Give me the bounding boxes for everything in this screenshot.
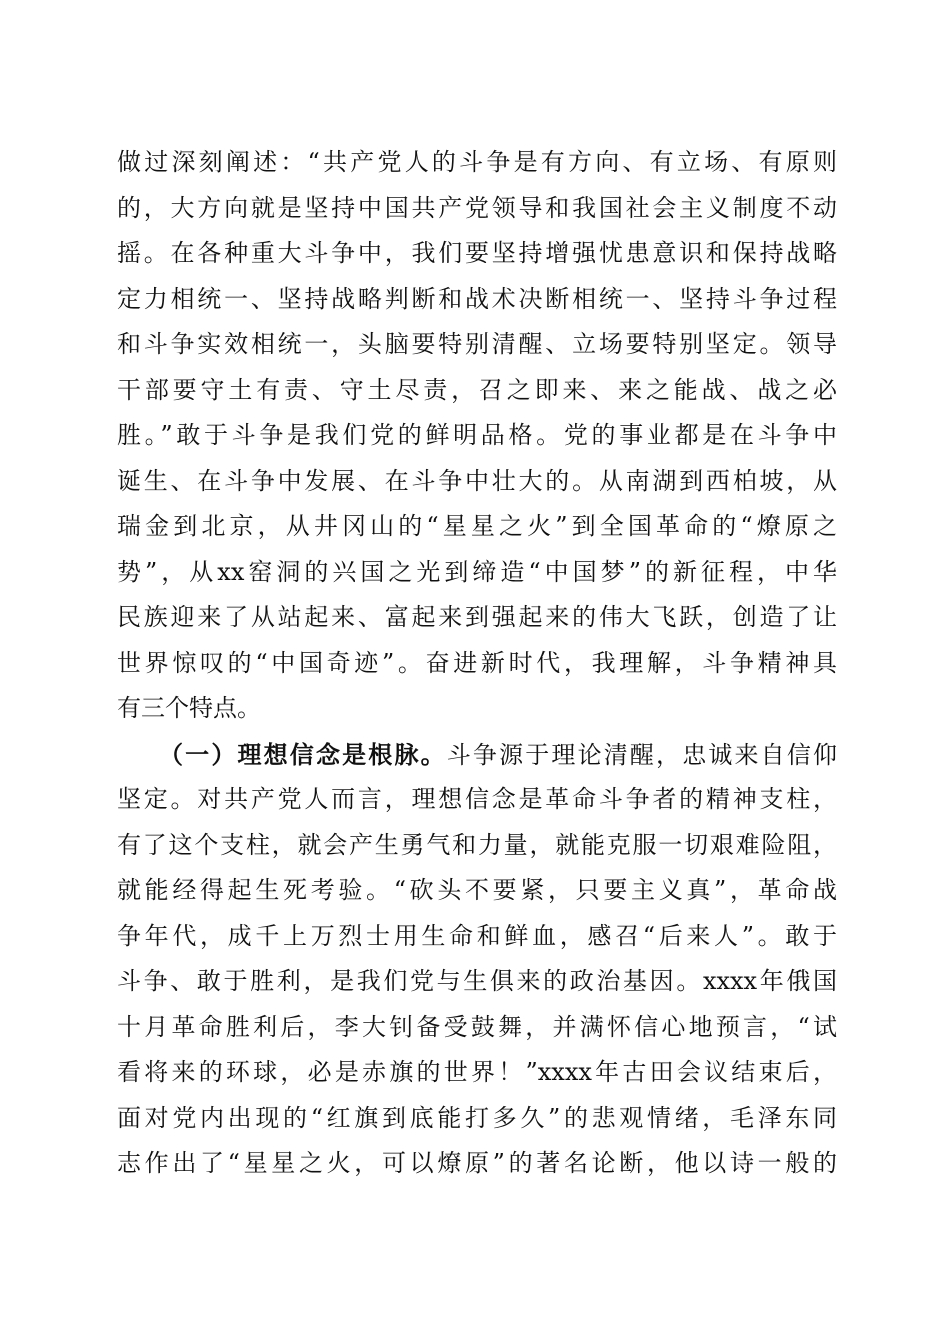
text-line: 干部要守土有责、守土尽责，召之即来、来之能战、战之必 bbox=[117, 375, 837, 404]
text-span: 斗争源于理论清醒，忠诚来自信仰 bbox=[446, 740, 837, 769]
text-line: 做过深刻阐述：“共产党人的斗争是有方向、有立场、有原则 bbox=[117, 148, 837, 176]
text-line: 斗争、敢于胜利，是我们党与生俱来的政治基因。xxxx年俄国 bbox=[117, 967, 837, 995]
section-heading: （一）理想信念是根脉。 bbox=[159, 739, 447, 769]
text-line: 有了这个支柱，就会产生勇气和力量，就能克服一切艰难险阻， bbox=[117, 830, 837, 859]
text-line: 志作出了“星星之火，可以燎原”的著名论断，他以诗一般的 bbox=[117, 1149, 837, 1177]
text-line: 有三个特点。 bbox=[117, 694, 261, 722]
text-line: 瑞金到北京，从井冈山的“星星之火”到全国革命的“燎原之 bbox=[117, 512, 837, 540]
text-line: 摇。在各种重大斗争中，我们要坚持增强忧患意识和保持战略 bbox=[117, 239, 837, 267]
text-line: 看将来的环球，必是赤旗的世界！”xxxx年古田会议结束后， bbox=[117, 1058, 837, 1086]
text-line: 十月革命胜利后，李大钊备受鼓舞，并满怀信心地预言，“试 bbox=[117, 1012, 837, 1041]
text-line: 的，大方向就是坚持中国共产党领导和我国社会主义制度不动 bbox=[117, 193, 837, 222]
text-line: 和斗争实效相统一，头脑要特别清醒、立场要特别坚定。领导 bbox=[117, 330, 837, 358]
text-line: 就能经得起生死考验。“砍头不要紧，只要主义真”，革命战 bbox=[117, 876, 837, 904]
text-line: 胜。”敢于斗争是我们党的鲜明品格。党的事业都是在斗争中 bbox=[117, 421, 837, 449]
text-line: 争年代，成千上万烈士用生命和鲜血，感召“后来人”。敢于 bbox=[117, 921, 837, 950]
text-line: 坚定。对共产党人而言，理想信念是革命斗争者的精神支柱， bbox=[117, 785, 837, 813]
text-line: 民族迎来了从站起来、富起来到强起来的伟大飞跃，创造了让 bbox=[117, 603, 837, 631]
text-line: 诞生、在斗争中发展、在斗争中壮大的。从南湖到西柏坡，从 bbox=[117, 466, 837, 495]
text-line bbox=[117, 732, 837, 778]
text-line: 面对党内出现的“红旗到底能打多久”的悲观情绪，毛泽东同 bbox=[117, 1103, 837, 1132]
document-body bbox=[117, 140, 837, 1187]
text-line: 势”，从xx窑洞的兴国之光到缔造“中国梦”的新征程，中华 bbox=[117, 557, 837, 586]
paragraph-1 bbox=[117, 140, 837, 732]
text-line: 定力相统一、坚持战略判断和战术决断相统一、坚持斗争过程 bbox=[117, 284, 837, 313]
text-line: 世界惊叹的“中国奇迹”。奋进新时代，我理解，斗争精神具 bbox=[117, 648, 837, 677]
paragraph-2 bbox=[117, 732, 837, 1187]
